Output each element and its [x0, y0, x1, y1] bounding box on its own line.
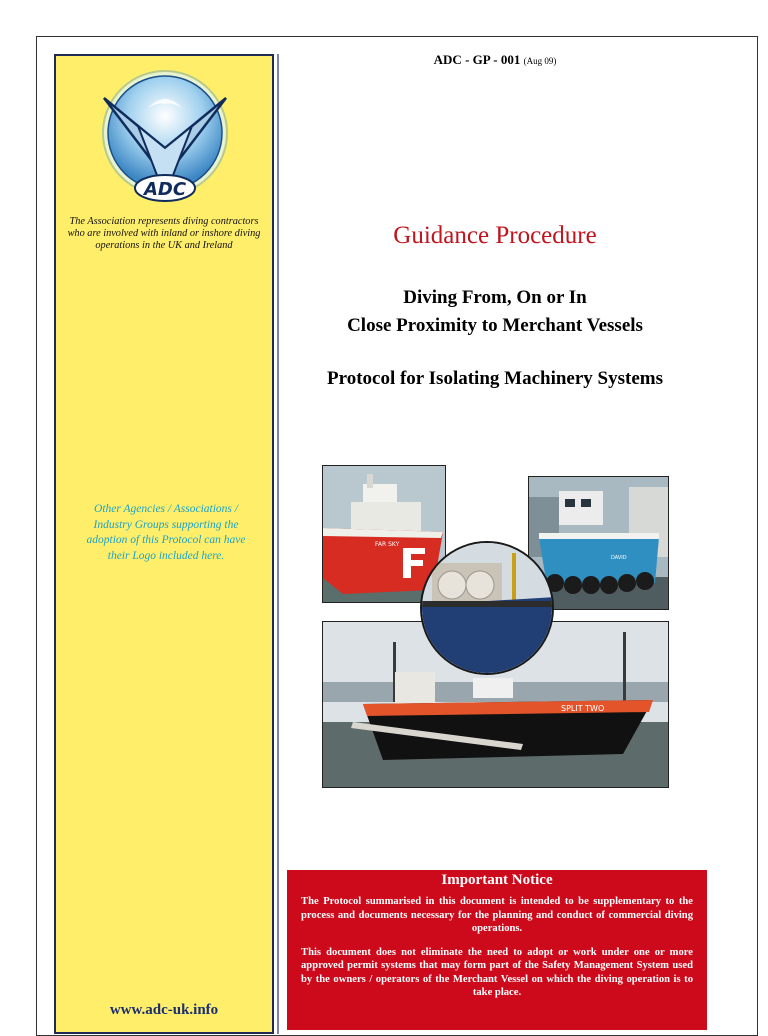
- subtitle-line-1: Diving From, On or In: [403, 287, 587, 308]
- notice-paragraph-1: The Protocol summarised in this document is intended to be supplementary to the process and documents necessary for the planning and conduct of commercial diving operations.: [301, 896, 693, 934]
- subtitle-line-2: Close Proximity to Merchant Vessels: [347, 315, 643, 336]
- website-link[interactable]: www.adc-uk.info: [109, 1002, 219, 1018]
- adc-logo: [100, 68, 230, 218]
- sidebar-divider: [277, 54, 279, 1034]
- document-reference: [280, 52, 710, 68]
- protocol-title: Protocol for Isolating Machinery Systems: [327, 368, 663, 389]
- photo-cargo-circle: [420, 541, 554, 675]
- logo-text: ADC: [143, 179, 187, 200]
- document-subtitle: [280, 284, 710, 340]
- sidebar: [54, 54, 274, 1034]
- tug-name: DAVID: [611, 555, 627, 561]
- ship-name: FAR SKY: [375, 541, 400, 548]
- reference-code: ADC - GP - 001: [433, 52, 521, 67]
- important-notice: [287, 870, 707, 1030]
- association-tagline: The Association represents diving contractors who are involved with inland or inshore diving operations in the UK and Ireland: [67, 216, 261, 251]
- notice-paragraph-2: This document does not eliminate the need to adopt or work under one or more approved permit systems that may form part of the Safety Management System used by the owners / operators of the Merchant Vessel on which the diving operation is to take place.: [301, 946, 693, 998]
- reference-date: (Aug 09): [523, 56, 557, 66]
- barge-name: SPLIT TWO: [561, 704, 605, 713]
- agencies-note: Other Agencies / Associations / Industry Groups supporting the adoption of this Protocol can have their Logo included here.: [86, 503, 246, 562]
- notice-heading: Important Notice: [441, 872, 553, 888]
- page-title: Guidance Procedure: [393, 222, 597, 249]
